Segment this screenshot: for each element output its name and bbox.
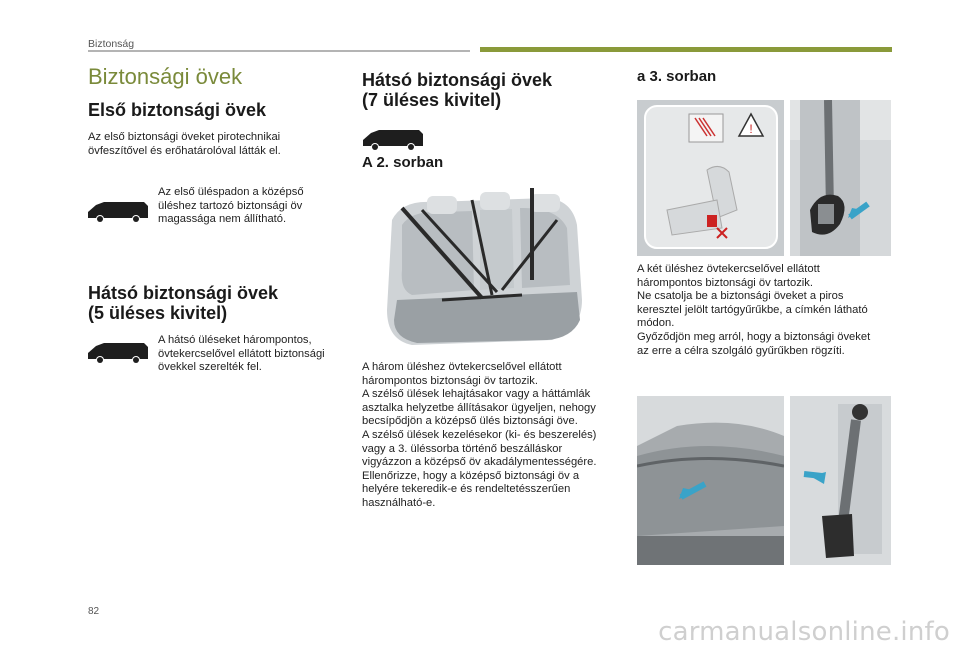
section-label: Biztonság (88, 38, 135, 50)
rear5-text: A hátsó üléseket hárompontos, övtekercselővel ellátott biztonsági övekkel szerelték fel. (158, 334, 325, 374)
belt-buckle-image (790, 396, 891, 565)
watermark: carmanualsonline.info (658, 617, 950, 647)
row2-text: A három üléshez övtekercselővel ellátott hárompontos biztonsági öv tartozik. A szélső ülések lehajtásakor vagy a háttámlák asztalka helyzetbe állításakor ügyeljen, nehogy becsípődjön a középső ülés biztonsági öve. A szélső ülések kezelésekor (ki- és beszerelés) vagy a 3. üléssorba történő beszálláskor vigyázzon a középső öv akadálymentességére. Ellenőrizze, hogy a középső biztonsági öv a helyére tekeredik-e és rendeltetésszerűen használható-e. (362, 361, 597, 509)
front-belt-note: Az első üléspadon a középső üléshez tartozó biztonsági öv magassága nem állítható. (158, 186, 304, 226)
belt-stowing-image (637, 396, 784, 565)
van-icon (86, 196, 150, 224)
row2-subheading: A 2. sorban (362, 154, 444, 171)
row3-text: A két üléshez övtekercselővel ellátott hárompontos biztonsági öv tartozik. Ne csatolja be a biztonsági öveket a piros keresztel jelölt tartógyűrűkbe, a címkén látható módon. Győződjön meg arról, hogy a biztonsági öveket az erre a célra szolgáló gyűrűkben rögzíti. (637, 263, 871, 357)
front-belts-text: Az első biztonsági öveket pirotechnikai övfeszítővel és erőhatárolóval látták el. (88, 131, 281, 157)
page-title: Biztonsági övek (88, 64, 243, 89)
svg-text:!: ! (749, 122, 753, 136)
second-row-seat-illustration (372, 180, 592, 352)
header-accent-bar (480, 47, 892, 52)
front-belts-heading: Első biztonsági övek (88, 100, 267, 120)
third-row-belt-image (790, 100, 891, 256)
row3-heading: a 3. sorban (637, 68, 717, 85)
header-rule (88, 50, 470, 52)
belt-ring-label-image (637, 100, 784, 256)
van-icon (360, 124, 426, 152)
rear7-heading: Hátsó biztonsági övek (7 üléses kivitel) (362, 70, 553, 110)
van-icon (86, 337, 150, 365)
rear5-heading: Hátsó biztonsági övek (5 üléses kivitel) (88, 283, 279, 323)
page-number: 82 (88, 606, 100, 617)
